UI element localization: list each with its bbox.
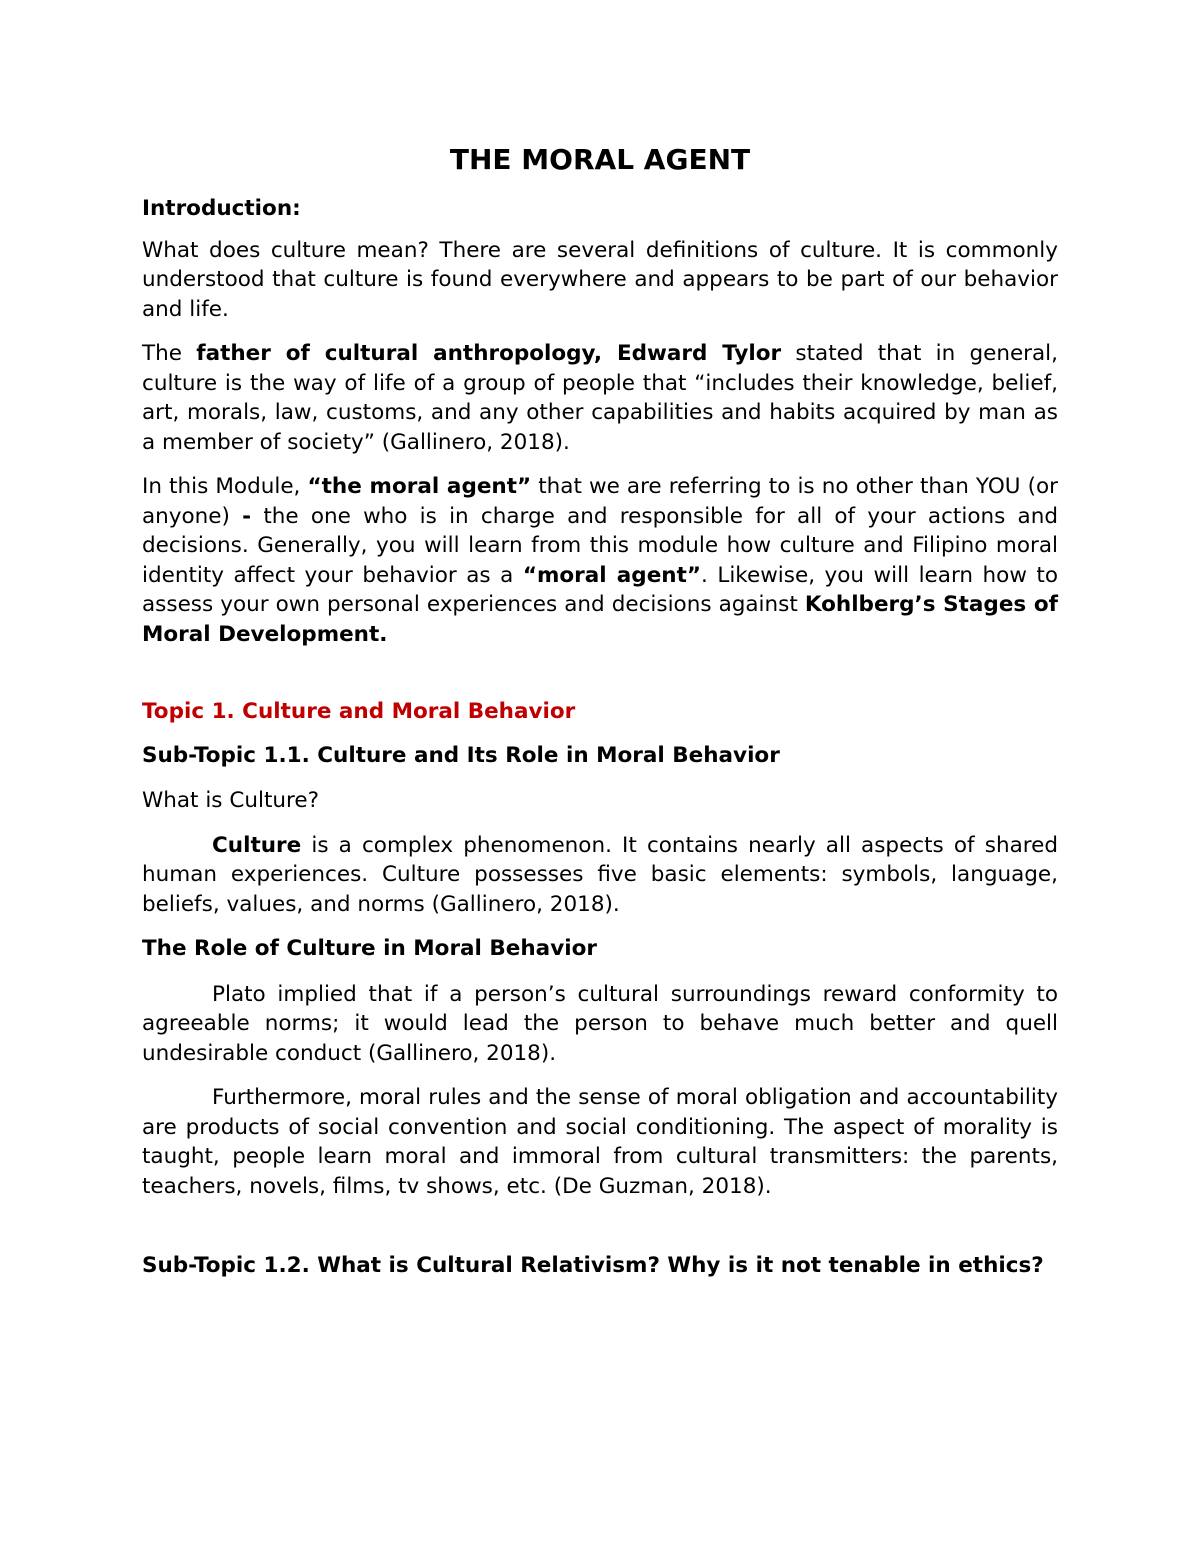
culture-definition-paragraph bbox=[142, 831, 1058, 920]
text-run: stated that in general, culture is the way of life of a group of people that “includes their knowledge, belief, art, morals, law, customs, and any other capabilities and habits acquired by man as a member of society” (Gallinero, 2018). bbox=[142, 341, 1058, 455]
bold-text: Kohlberg’s Stages of Moral Development. bbox=[142, 592, 1058, 647]
moral-rules-paragraph: Furthermore, moral rules and the sense of moral obligation and accountability are products of social convention and social conditioning. The aspect of morality is taught, people learn moral and immoral from cultural transmitters: the parents, teachers, novels, films, tv shows, etc. (De Guzman, 2018). bbox=[142, 1085, 1058, 1199]
bold-text: Culture bbox=[212, 832, 302, 858]
document-page bbox=[142, 140, 1058, 1297]
topic-1-heading: Topic 1. Culture and Moral Behavior bbox=[142, 699, 576, 724]
role-of-culture-heading: The Role of Culture in Moral Behavior bbox=[142, 936, 597, 961]
subtopic-1-2-heading: Sub-Topic 1.2. What is Cultural Relativism? Why is it not tenable in ethics? bbox=[142, 1253, 1044, 1278]
plato-paragraph: Plato implied that if a person’s cultural surroundings reward conformity to agreeable norms; it would lead the person to behave much better and quell undesirable conduct (Gallinero, 2018). bbox=[142, 981, 1058, 1066]
introduction-label: Introduction: bbox=[142, 196, 301, 221]
what-is-culture-question: What is Culture? bbox=[142, 788, 320, 813]
text-run: The bbox=[142, 341, 197, 366]
bold-text: “the moral agent” bbox=[307, 474, 532, 499]
bold-text: - bbox=[242, 503, 252, 529]
subtopic-1-1-heading: Sub-Topic 1.1. Culture and Its Role in Moral Behavior bbox=[142, 742, 780, 768]
text-run: the one who is in charge and responsible for all of your actions and decisions. Generally, you will learn from this module how culture and Filipino moral identity affect your behavior as a bbox=[142, 503, 1058, 588]
intro-paragraph-3 bbox=[142, 472, 1058, 649]
page-title: THE MORAL AGENT bbox=[449, 143, 751, 176]
intro-paragraph-2 bbox=[142, 339, 1058, 457]
text-run: is a complex phenomenon. It contains nearly all aspects of shared human experiences. Culture possesses five basic elements: symbols, language, beliefs, values, and norms (Gallinero, 2018). bbox=[142, 832, 1058, 917]
text-run: that we are referring to is no other than YOU (or anyone) bbox=[142, 474, 1059, 529]
text-run: In this Module, bbox=[142, 474, 308, 499]
text-run: . Likewise, you will learn how to assess your own personal experiences and decisions against bbox=[142, 562, 1059, 617]
intro-paragraph-1: What does culture mean? There are several definitions of culture. It is commonly understood that culture is found everywhere and appears to be part of our behavior and life. bbox=[142, 237, 1058, 322]
bold-text: father of cultural anthropology, Edward Tylor bbox=[196, 341, 782, 366]
bold-text: “moral agent” bbox=[522, 562, 701, 588]
